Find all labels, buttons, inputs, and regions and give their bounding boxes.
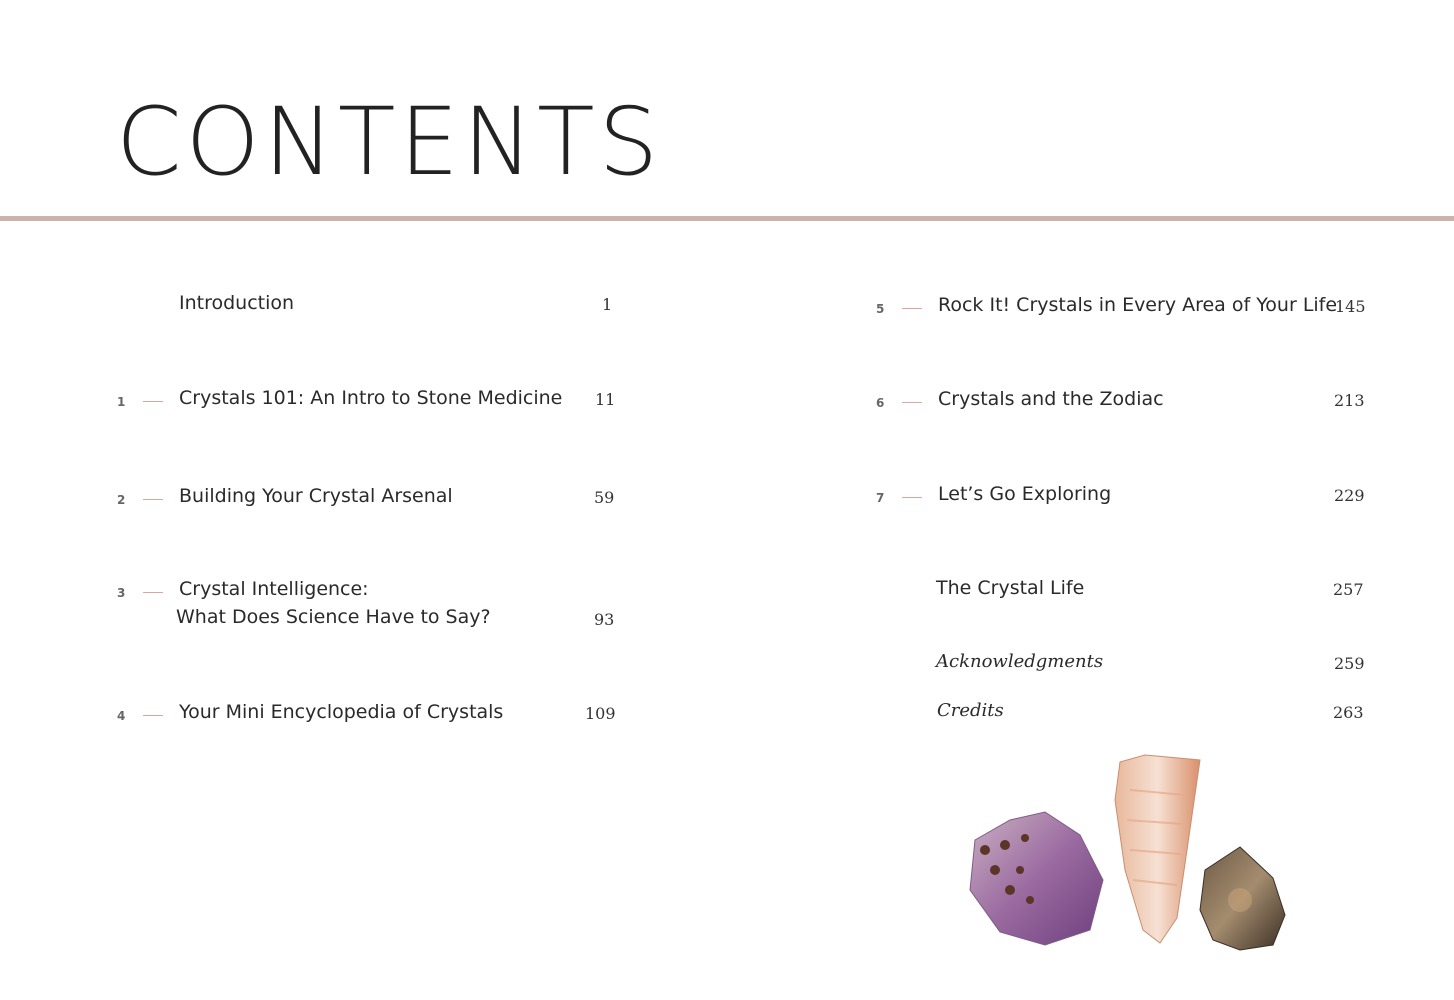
dash-separator — [902, 308, 922, 309]
toc-label: Building Your Crystal Arsenal — [179, 485, 453, 507]
toc-label-line-1: Crystal Intelligence: — [179, 578, 369, 600]
toc-page-number: 93 — [594, 610, 615, 629]
dash-separator — [143, 401, 163, 402]
toc-page-number: 59 — [594, 488, 615, 507]
toc-label: Credits — [937, 700, 1004, 721]
chapter-number: 6 — [876, 396, 885, 410]
chapter-number: 2 — [117, 493, 126, 507]
toc-label: Rock It! Crystals in Every Area of Your Life — [938, 294, 1338, 316]
page-title: CONTENTS — [116, 88, 663, 197]
toc-label: Acknowledgments — [936, 651, 1104, 672]
toc-label: The Crystal Life — [936, 577, 1085, 599]
amethyst-crystal — [970, 812, 1103, 945]
dash-separator — [902, 402, 922, 403]
dash-separator — [902, 497, 922, 498]
toc-label: Crystals 101: An Intro to Stone Medicine — [179, 387, 563, 409]
dash-separator — [143, 499, 163, 500]
toc-label: Let’s Go Exploring — [938, 483, 1112, 505]
toc-page-number: 213 — [1334, 391, 1365, 410]
toc-page-number: 263 — [1333, 703, 1364, 722]
toc-page-number: 259 — [1334, 654, 1365, 673]
crystals-illustration — [955, 750, 1295, 960]
dash-separator — [143, 715, 163, 716]
toc-page-number: 109 — [585, 704, 616, 723]
smoky-quartz-crystal — [1200, 847, 1285, 950]
toc-label: Introduction — [179, 292, 295, 314]
toc-page-number: 229 — [1334, 486, 1365, 505]
toc-page-number: 1 — [602, 295, 613, 314]
chapter-number: 7 — [876, 491, 885, 505]
toc-label: Crystals and the Zodiac — [938, 388, 1164, 410]
toc-page-number: 257 — [1333, 580, 1364, 599]
chapter-number: 5 — [876, 302, 885, 316]
chapter-number: 1 — [117, 395, 126, 409]
chapter-number: 3 — [117, 586, 126, 600]
quartz-crystal — [1115, 755, 1200, 943]
chapter-number: 4 — [117, 709, 126, 723]
toc-page-number: 11 — [595, 390, 616, 409]
toc-label: Your Mini Encyclopedia of Crystals — [179, 701, 504, 723]
toc-label-line-2: What Does Science Have to Say? — [176, 606, 491, 628]
title-divider — [0, 216, 1454, 221]
toc-page-number: 145 — [1335, 297, 1366, 316]
dash-separator — [143, 592, 163, 593]
